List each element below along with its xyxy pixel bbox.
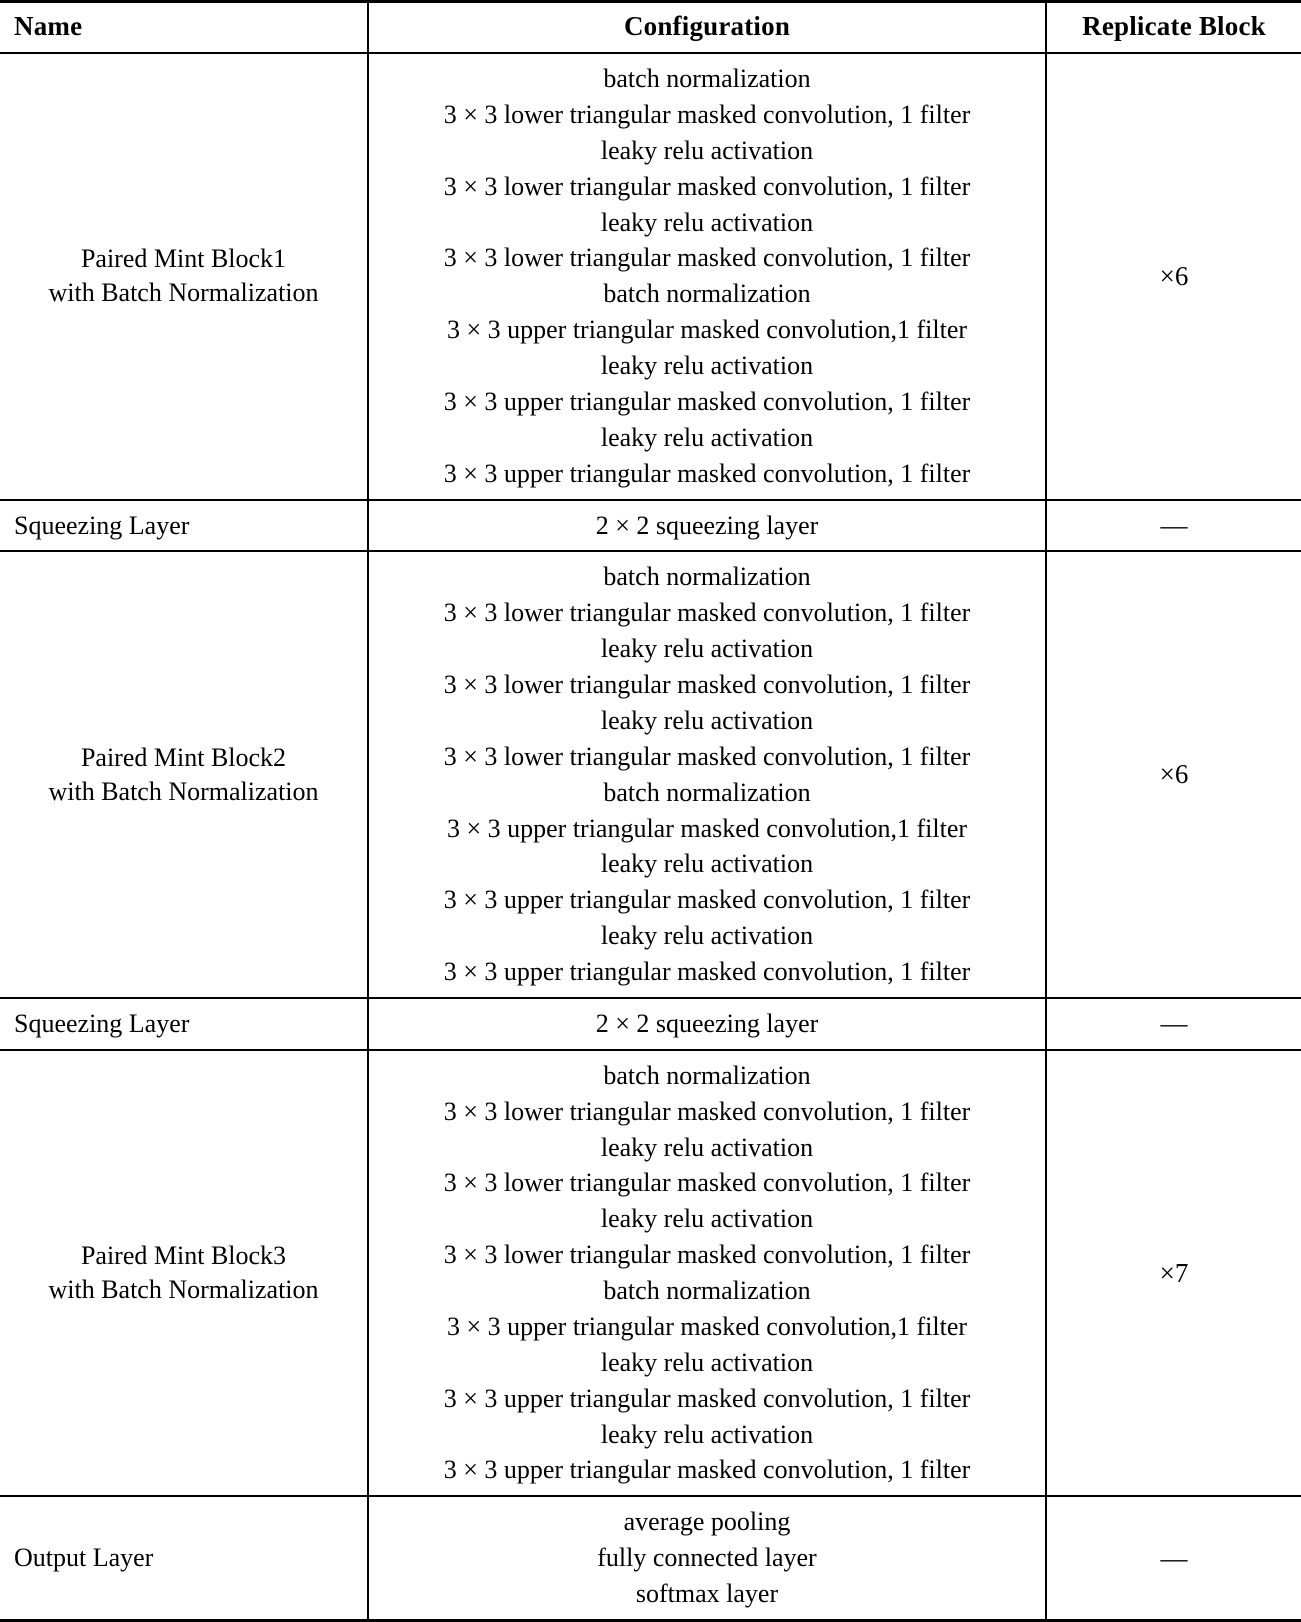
configuration-line: 3 × 3 lower triangular masked convolution, 1 filter (443, 1168, 971, 1198)
configuration-line: leaky relu activation (600, 135, 814, 165)
row-replicate-squeezing-layer-2 (1046, 998, 1301, 1050)
row-name-line: Paired Mint Block2 (80, 742, 287, 772)
row-name-line: with Batch Normalization (48, 1275, 319, 1304)
configuration-line: 3 × 3 lower triangular masked convolution, 1 filter (443, 1096, 971, 1126)
row-name-output-layer (0, 1496, 368, 1620)
table-header (0, 2, 1301, 54)
row-replicate-squeezing-layer-1 (1046, 500, 1301, 552)
row-name-squeezing-layer-1 (0, 500, 368, 552)
row-name-paired-mint-block3 (0, 1050, 368, 1497)
row-configuration-paired-mint-block3 (368, 1050, 1046, 1497)
table-body (0, 53, 1301, 1620)
row-name-line: Output Layer (14, 1543, 154, 1573)
configuration-line: 3 × 3 upper triangular masked convolution,1 filter (446, 813, 968, 843)
configuration-line: batch normalization (603, 279, 811, 309)
row-name-squeezing-layer-2 (0, 998, 368, 1050)
configuration-line: leaky relu activation (600, 1419, 814, 1449)
row-replicate-paired-mint-block1 (1046, 53, 1301, 500)
configuration-line: softmax layer (635, 1579, 779, 1608)
replicate-value: — (1160, 509, 1188, 540)
configuration-line: leaky relu activation (600, 422, 814, 452)
row-replicate-paired-mint-block2 (1046, 551, 1301, 998)
configuration-line: 3 × 3 upper triangular masked convolution,1 filter (446, 1311, 968, 1341)
configuration-line: 2 × 2 squeezing layer (595, 1008, 819, 1038)
row-name-line: with Batch Normalization (48, 776, 319, 806)
configuration-line: average pooling (623, 1507, 791, 1537)
table-row (0, 1496, 1301, 1620)
row-replicate-paired-mint-block3 (1046, 1050, 1301, 1497)
row-name-paired-mint-block1 (0, 53, 368, 500)
configuration-line: 3 × 3 upper triangular masked convolution, 1 filter (443, 1455, 971, 1485)
configuration-line: 3 × 3 lower triangular masked convolution, 1 filter (443, 670, 971, 699)
table-row (0, 53, 1301, 500)
configuration-line: leaky relu activation (600, 921, 814, 951)
row-configuration-output-layer (368, 1496, 1046, 1620)
configuration-line: batch normalization (603, 1060, 811, 1090)
configuration-line: 3 × 3 lower triangular masked convolution, 1 filter (443, 171, 971, 201)
configuration-line: 3 × 3 upper triangular masked convolution, 1 filter (443, 458, 971, 488)
row-configuration-paired-mint-block2 (368, 551, 1046, 998)
configuration-line: leaky relu activation (600, 1204, 814, 1234)
configuration-line: batch normalization (603, 562, 811, 592)
configuration-line: 2 × 2 squeezing layer (595, 510, 819, 540)
row-configuration-squeezing-layer-1 (368, 500, 1046, 552)
row-name-line: Squeezing Layer (14, 1008, 190, 1038)
row-name-line: Paired Mint Block3 (80, 1241, 287, 1271)
configuration-line: leaky relu activation (600, 1347, 814, 1377)
configuration-line: 3 × 3 lower triangular masked convolution, 1 filter (443, 99, 971, 129)
table-row (0, 1050, 1301, 1497)
column-header-replicate-block: Replicate Block (1046, 2, 1301, 54)
row-configuration-squeezing-layer-2 (368, 998, 1046, 1050)
configuration-line: leaky relu activation (600, 1132, 814, 1162)
replicate-value: — (1160, 1542, 1188, 1573)
replicate-value: ×7 (1159, 1257, 1189, 1288)
configuration-line: 3 × 3 upper triangular masked convolution, 1 filter (443, 885, 971, 915)
configuration-line: 3 × 3 upper triangular masked convolution, 1 filter (443, 1383, 971, 1413)
row-name-paired-mint-block2 (0, 551, 368, 998)
configuration-line: 3 × 3 lower triangular masked convolution, 1 filter (443, 741, 971, 771)
configuration-line: 3 × 3 lower triangular masked convolution, 1 filter (443, 598, 971, 628)
column-header-name: Name (0, 2, 368, 54)
table-row (0, 551, 1301, 998)
replicate-value: ×6 (1159, 759, 1189, 790)
configuration-line: leaky relu activation (600, 351, 814, 380)
configuration-line: leaky relu activation (600, 849, 814, 879)
row-name-line: Paired Mint Block1 (80, 244, 287, 274)
configuration-line: leaky relu activation (600, 207, 814, 237)
row-name-line: Squeezing Layer (14, 510, 190, 540)
row-configuration-paired-mint-block1 (368, 53, 1046, 500)
configuration-line: fully connected layer (597, 1543, 817, 1573)
configuration-line: batch normalization (603, 1276, 811, 1305)
configuration-line: 3 × 3 lower triangular masked convolution, 1 filter (443, 243, 971, 273)
configuration-line: leaky relu activation (600, 705, 814, 735)
configuration-line: leaky relu activation (600, 634, 814, 664)
row-name-line: with Batch Normalization (48, 278, 319, 308)
column-header-configuration: Configuration (368, 2, 1046, 54)
table-row (0, 998, 1301, 1050)
replicate-value: — (1160, 1008, 1188, 1039)
row-replicate-output-layer (1046, 1496, 1301, 1620)
configuration-line: 3 × 3 lower triangular masked convolution, 1 filter (443, 1240, 971, 1270)
configuration-line: 3 × 3 upper triangular masked convolution, 1 filter (443, 957, 971, 986)
configuration-line: 3 × 3 upper triangular masked convolution,1 filter (446, 315, 968, 345)
header-row (0, 2, 1301, 54)
table-row (0, 500, 1301, 552)
configuration-line: 3 × 3 upper triangular masked convolution, 1 filter (443, 386, 971, 416)
replicate-value: ×6 (1159, 260, 1189, 291)
configuration-line: batch normalization (603, 777, 811, 807)
configuration-line: batch normalization (603, 64, 811, 93)
